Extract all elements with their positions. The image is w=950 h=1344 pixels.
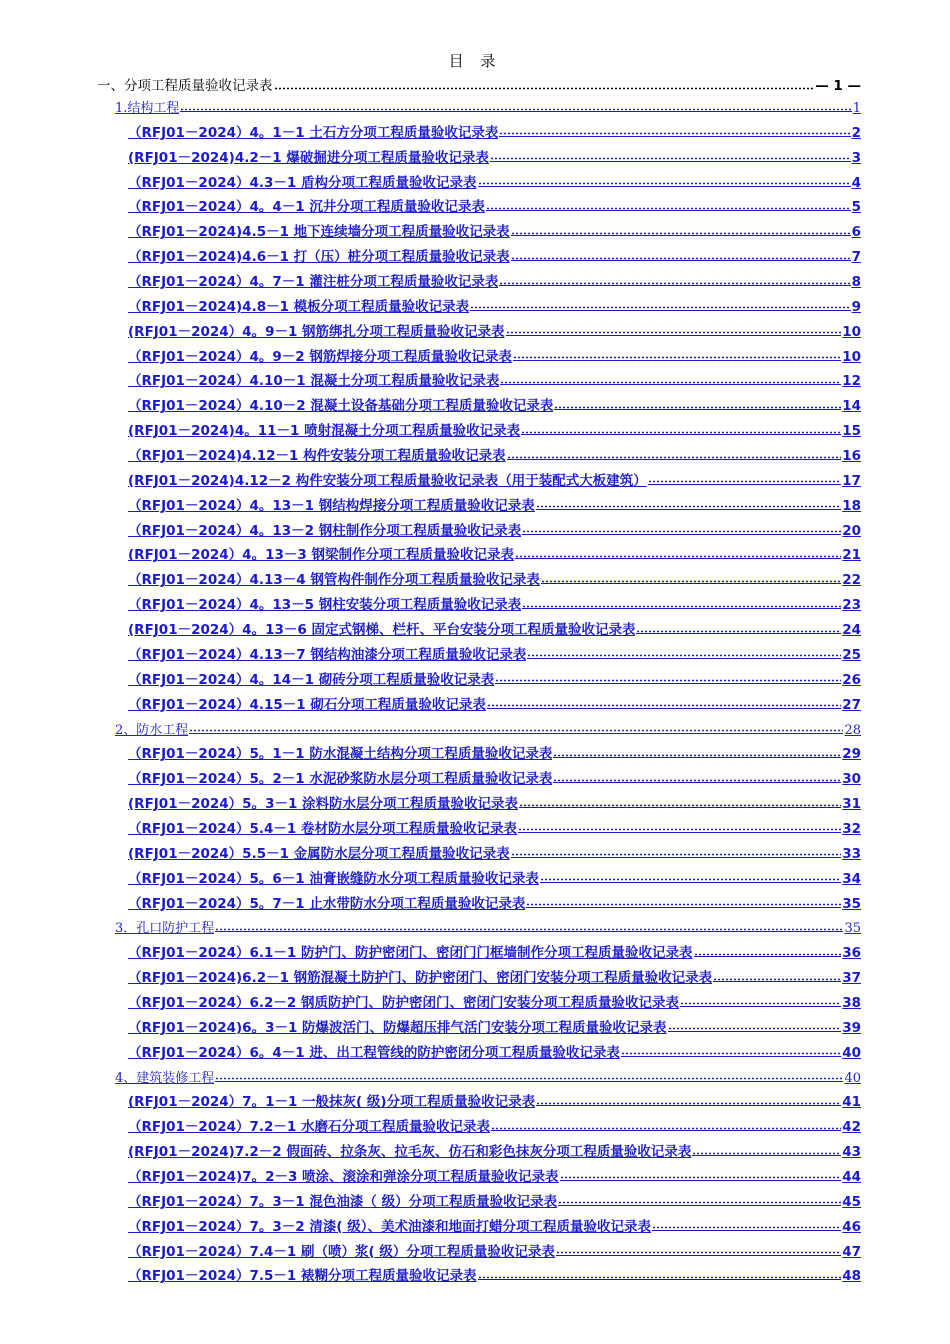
toc-entry-label: （RFJ01－2024）7。3－1 混色油漆（ 级）分项工程质量验收记录表 [128,1193,558,1210]
toc-leader-dots [189,729,843,734]
toc-page-number: 29 [842,746,861,763]
toc-page-number: 24 [842,622,861,639]
toc-page-number: 37 [842,970,861,987]
toc-entry-label: （RFJ01－2024）4.13－7 钢结构油漆分项工程质量验收记录表 [128,646,527,663]
toc-entry-link[interactable] [128,767,861,787]
toc-page-number: 3 [851,149,861,166]
toc-page-number: 25 [842,646,861,663]
toc-entry-label: (RFJ01－2024）4。9－1 钢筋绑扎分项工程质量验收记录表 [128,323,505,340]
toc-section-link[interactable] [115,1066,861,1086]
toc-entry-link[interactable] [128,693,861,713]
toc-page-number: 21 [842,547,861,564]
toc-page-number: 6 [851,224,861,241]
toc-entry-label: （RFJ01－2024）4。13－2 钢柱制作分项工程质量验收记录表 [128,522,522,539]
toc-entry-label: (RFJ01－2024)4。11－1 喷射混凝土分项工程质量验收记录表 [128,423,521,440]
toc-page-number: 10 [842,323,861,340]
toc-entry-label: （RFJ01－2024）4。13－5 钢柱安装分项工程质量验收记录表 [128,597,522,614]
toc-page-number: 9 [851,298,861,315]
toc-entry-link[interactable] [128,469,861,489]
toc-page-number: 32 [842,820,861,837]
toc-page-number: 33 [842,845,861,862]
toc-page-number: 43 [842,1144,861,1161]
toc-page-number: 36 [842,945,861,962]
toc-entry-label: （RFJ01－2024）5。6－1 油膏嵌缝防水分项工程质量验收记录表 [128,870,539,887]
toc-page-number: 14 [842,398,861,415]
toc-entry-label: （RFJ01－2024）4。1－1 土石方分项工程质量验收记录表 [128,124,499,141]
toc-entry-label: （RFJ01－2024）4。4－1 沉井分项工程质量验收记录表 [128,199,485,216]
toc-leader-dots [541,579,841,584]
toc-page-number: 40 [844,1070,861,1086]
toc-leader-dots [490,157,851,162]
toc-leader-dots [486,206,851,211]
toc-entry-label: 2、防水工程 [115,722,189,738]
toc-entry-link[interactable] [128,494,861,514]
toc-page-number: 38 [842,994,861,1011]
toc-leader-dots [478,182,851,187]
toc-entry-link[interactable] [128,245,861,265]
toc-entry-link[interactable] [128,966,861,986]
toc-page-number: 39 [842,1019,861,1036]
toc-leader-dots [478,1275,842,1280]
toc-entry-label: （RFJ01－2024）6。4－1 进、出工程管线的防护密闭分项工程质量验收记录表 [128,1044,620,1061]
toc-entry-label: (RFJ01－2024）7。1－1 一般抹灰( 级)分项工程质量验收记录表 [128,1094,536,1111]
toc-entry-link[interactable] [128,1115,861,1135]
toc-leader-dots [506,331,842,336]
toc-entry-link[interactable] [128,643,861,663]
toc-leader-dots [491,1126,841,1131]
toc-leader-dots [553,778,841,783]
toc-page-number: 30 [842,771,861,788]
toc-leader-dots [215,927,843,932]
toc-entry-link[interactable] [128,568,861,588]
toc-page-number: — 1 — [815,78,861,94]
toc-entry-label: （RFJ01－2024）7。3－2 清漆( 级）、美术油漆和地面打蜡分项工程质量验收记录表 [128,1218,651,1235]
toc-entry-label: （RFJ01－2024）6.2－2 钢质防护门、防护密闭门、密闭门安装分项工程质量验收记录表 [128,994,680,1011]
toc-entry-link[interactable] [128,817,861,837]
toc-leader-dots [648,480,841,485]
toc-page-number: 2 [851,124,861,141]
toc-leader-dots [487,704,841,709]
toc-entry-link[interactable] [128,394,861,414]
toc-entry-label: （RFJ01－2024)6.2－1 钢筋混凝土防护门、防护密闭门、密闭门安装分项工程质量验收记录表 [128,970,713,987]
toc-entry-link[interactable] [128,345,861,365]
toc-page-number: 26 [842,671,861,688]
toc-page-number: 16 [842,448,861,465]
toc-leader-dots [515,554,841,559]
toc-page-number: 22 [842,572,861,589]
toc-entry-link[interactable] [128,941,861,961]
toc-entry-link[interactable] [128,1140,861,1160]
toc-entry-label: （RFJ01－2024）5.4－1 卷材防水层分项工程质量验收记录表 [128,820,518,837]
toc-entry-label: （RFJ01－2024）4。7－1 灌注桩分项工程质量验收记录表 [128,274,499,291]
toc-entry-label: （RFJ01－2024）4。14－1 砌砖分项工程质量验收记录表 [128,671,495,688]
toc-section-link[interactable] [115,718,861,738]
toc-leader-dots [522,530,841,535]
toc-page-number: 44 [842,1168,861,1185]
toc-leader-dots [692,1151,841,1156]
toc-entry-link[interactable] [128,419,861,439]
toc-page-number: 1 [852,101,861,116]
toc-page-number: 7 [851,249,861,266]
toc-leader-dots [511,853,842,858]
toc-entry-label: （RFJ01－2024）5。7－1 止水带防水分项工程质量验收记录表 [128,895,526,912]
toc-page-number: 35 [844,921,861,937]
toc-entry-label: （RFJ01－2024）6.1－1 防护门、防护密闭门、密闭门门框墙制作分项工程质量验收记录表 [128,945,693,962]
toc-leader-dots [511,256,851,261]
toc-entry-label: 4、建筑装修工程 [115,1070,215,1086]
toc-entry-label: （RFJ01－2024)4.8－1 模板分项工程质量验收记录表 [128,298,470,315]
toc-entry-link[interactable] [128,618,861,638]
toc-page-number: 47 [842,1243,861,1260]
toc-entry-label: （RFJ01－2024)4.6－1 打（压）桩分项工程质量验收记录表 [128,249,510,266]
toc-entry-label: （RFJ01－2024）5。2－1 水泥砂浆防水层分项工程质量验收记录表 [128,771,553,788]
toc-page-number: 27 [842,696,861,713]
toc-page-number: 12 [842,373,861,390]
toc-entry-link[interactable] [128,668,861,688]
toc-entry-label: （RFJ01－2024)6。3－1 防爆波活门、防爆超压排气活门安装分项工程质量验收记录表 [128,1019,667,1036]
toc-entry-label: （RFJ01－2024）4.3－1 盾构分项工程质量验收记录表 [128,174,477,191]
toc-entry-top[interactable] [97,74,861,94]
toc-entry-link[interactable] [128,171,861,191]
toc-leader-dots [526,903,841,908]
toc-entry-label: (RFJ01－2024）5.5－1 金属防水层分项工程质量验收记录表 [128,845,510,862]
toc-entry-link[interactable] [128,519,861,539]
toc-entry-label: （RFJ01－2024)7。2－3 喷涂、滚涂和弹涂分项工程质量验收记录表 [128,1168,559,1185]
toc-leader-dots [507,455,842,460]
toc-entry-link[interactable] [128,867,861,887]
toc-entry-link[interactable] [128,842,861,862]
toc-page-number: 15 [842,423,861,440]
toc-entry-label: （RFJ01－2024）4。9－2 钢筋焊接分项工程质量验收记录表 [128,348,512,365]
toc-leader-dots [500,380,841,385]
toc-entry-label: (RFJ01－2024)7.2－2 假面砖、拉条灰、拉毛灰、仿石和彩色抹灰分项工程质量验收记录表 [128,1144,692,1161]
toc-entry-label: （RFJ01－2024）4.15－1 砌石分项工程质量验收记录表 [128,696,486,713]
toc-entry-label: (RFJ01－2024)4.12－2 构件安装分项工程质量验收记录表（用于装配式大板建筑） [128,472,647,489]
toc-entry-label: (RFJ01－2024）4。13－6 固定式钢梯、栏杆、平台安装分项工程质量验收记录表 [128,622,636,639]
toc-leader-dots [274,86,815,90]
toc-entry-link[interactable] [128,1041,861,1061]
toc-entry-label: （RFJ01－2024）4。13－1 钢结构焊接分项工程质量验收记录表 [128,497,535,514]
toc-leader-dots [556,1251,841,1256]
toc-leader-dots [652,1226,841,1231]
toc-entry-label: 3．孔口防护工程 [115,921,215,937]
toc-entry-link[interactable] [128,742,861,762]
toc-entry-label: (RFJ01－2024)4.2－1 爆破掘进分项工程质量验收记录表 [128,149,489,166]
toc-leader-dots [180,107,851,112]
toc-page-number: 10 [842,348,861,365]
toc-entry-label: （RFJ01－2024）7.2－1 水磨石分项工程质量验收记录表 [128,1119,491,1136]
toc-entry-link[interactable] [128,295,861,315]
toc-page-number: 41 [842,1094,861,1111]
toc-page-number: 45 [842,1193,861,1210]
toc-entry-label: （RFJ01－2024)4.12－1 构件安装分项工程质量验收记录表 [128,448,506,465]
toc-entry-label: （RFJ01－2024）4.13－4 钢管构件制作分项工程质量验收记录表 [128,572,540,589]
toc-leader-dots [511,231,851,236]
toc-leader-dots [636,629,841,634]
toc-leader-dots [694,952,842,957]
toc-entry-link[interactable] [128,220,861,240]
toc-page-number: 46 [842,1218,861,1235]
toc-leader-dots [499,132,850,137]
toc-entry-label: （RFJ01－2024）7.5－1 裱糊分项工程质量验收记录表 [128,1268,477,1285]
toc-entry-label: （RFJ01－2024）4.10－2 混凝土设备基础分项工程质量验收记录表 [128,398,554,415]
page-title: 目 录 [448,52,502,70]
toc-entry-link[interactable] [128,1165,861,1185]
toc-entry-link[interactable] [128,792,861,812]
toc-page-number: 34 [842,870,861,887]
toc-page-number: 20 [842,522,861,539]
toc-entry-link[interactable] [128,1215,861,1235]
toc-leader-dots [215,1077,843,1082]
toc-entry-link[interactable] [128,1264,861,1284]
toc-leader-dots [518,828,841,833]
toc-page-number: 48 [842,1268,861,1285]
toc-entry-link[interactable] [128,1016,861,1036]
toc-leader-dots [499,281,850,286]
toc-leader-dots [558,1201,841,1206]
toc-entry-link[interactable] [128,195,861,215]
toc-page-number: 40 [842,1044,861,1061]
toc-leader-dots [470,306,850,311]
toc-entry-link[interactable] [128,320,861,340]
toc-entry-label: 一、分项工程质量验收记录表 [97,78,273,94]
toc-page-number: 31 [842,796,861,813]
toc-leader-dots [560,1176,842,1181]
toc-leader-dots [495,679,841,684]
toc-leader-dots [527,654,841,659]
toc-entry-link[interactable] [128,1090,861,1110]
toc-leader-dots [553,753,841,758]
toc-leader-dots [713,977,841,982]
toc-leader-dots [536,1101,841,1106]
toc-entry-link[interactable] [128,1190,861,1210]
toc-entry-link[interactable] [128,146,861,166]
toc-page-number: 4 [851,174,861,191]
toc-page-number: 23 [842,597,861,614]
toc-entry-link[interactable] [128,991,861,1011]
toc-entry-link[interactable] [128,543,861,563]
toc-entry-label: （RFJ01－2024)4.5－1 地下连续墙分项工程质量验收记录表 [128,224,510,241]
toc-page-number: 18 [842,497,861,514]
toc-leader-dots [680,1002,841,1007]
toc-entry-label: （RFJ01－2024）7.4－1 刷（喷）浆( 级）分项工程质量验收记录表 [128,1243,555,1260]
toc-leader-dots [668,1027,842,1032]
toc-leader-dots [519,803,841,808]
toc-leader-dots [513,356,841,361]
toc-entry-label: (RFJ01－2024）5。3－1 涂料防水层分项工程质量验收记录表 [128,796,519,813]
toc-page-number: 8 [851,274,861,291]
toc-page-number: 28 [844,722,861,738]
toc-entry-label: （RFJ01－2024）5。1－1 防水混凝土结构分项工程质量验收记录表 [128,746,553,763]
toc-page-number: 42 [842,1119,861,1136]
toc-entry-link[interactable] [128,369,861,389]
toc-leader-dots [536,505,841,510]
toc-entry-label: (RFJ01－2024）4。13－3 钢梁制作分项工程质量验收记录表 [128,547,514,564]
toc-entry-link[interactable] [128,121,861,141]
toc-leader-dots [522,604,841,609]
toc-leader-dots [554,405,841,410]
toc-entry-label: （RFJ01－2024）4.10－1 混凝土分项工程质量验收记录表 [128,373,500,390]
toc-entry-link[interactable] [128,892,861,912]
toc-page-number: 5 [851,199,861,216]
toc-leader-dots [521,430,841,435]
toc-leader-dots [540,878,841,883]
toc-entry-link[interactable] [128,593,861,613]
toc-section-link[interactable] [115,916,861,936]
toc-section-link[interactable] [115,96,861,116]
toc-page-number: 35 [842,895,861,912]
toc-entry-link[interactable] [128,444,861,464]
toc-entry-link[interactable] [128,270,861,290]
toc-leader-dots [621,1052,841,1057]
toc-page-number: 17 [842,472,861,489]
toc-entry-label: 1.结构工程 [115,101,180,116]
toc-entry-link[interactable] [128,1240,861,1260]
